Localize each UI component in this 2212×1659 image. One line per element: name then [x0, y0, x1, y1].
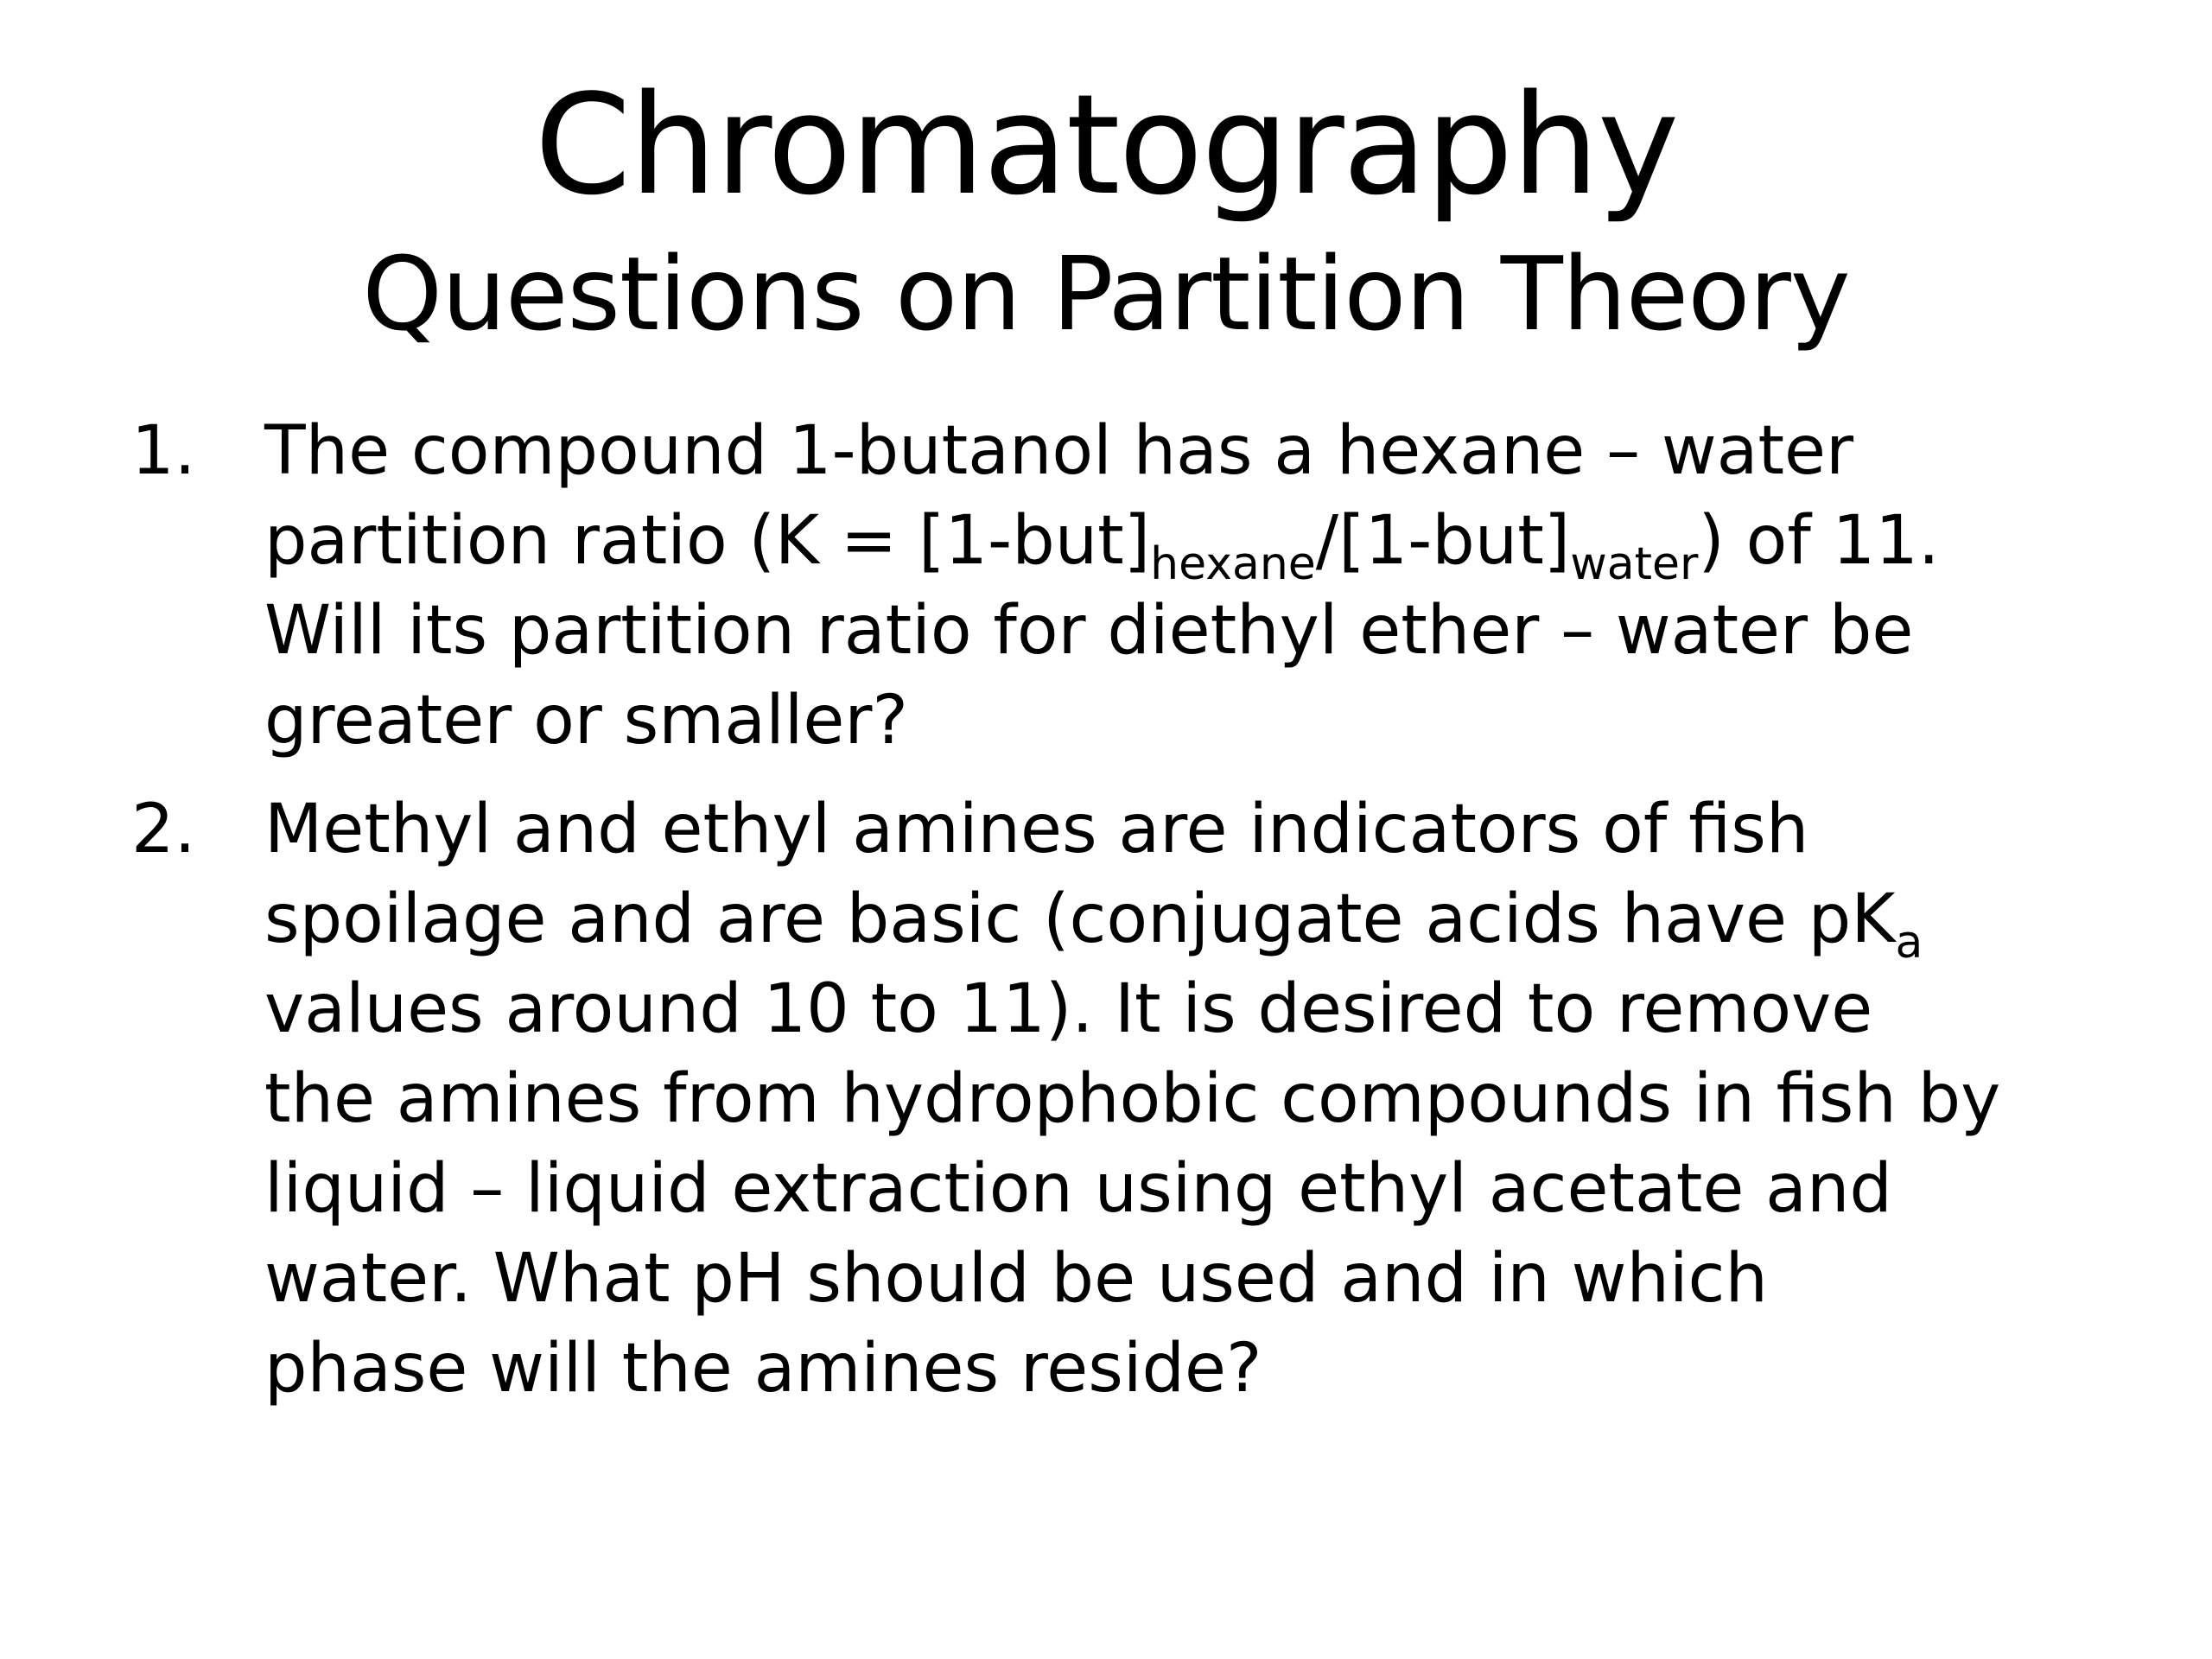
- question-text: partition ratio (K = [1-but]: [264, 502, 1151, 580]
- question-line: Will its partition ratio for diethyl ether – water be: [264, 592, 1914, 670]
- question-text: ) of 11.: [1698, 502, 1940, 580]
- question-line: The compound 1-butanol has a hexane – water: [264, 412, 1854, 490]
- question-line: values around 10 to 11). It is desired to remove: [264, 970, 1873, 1048]
- question-text: /[1-but]: [1315, 502, 1571, 580]
- subscript: hexane: [1150, 538, 1316, 590]
- subscript: water: [1570, 538, 1699, 590]
- question-line: water. What pH should be used and in which: [264, 1240, 1768, 1318]
- question-line: liquid – liquid extraction using ethyl acetate and: [264, 1150, 1892, 1228]
- question-line: phase will the amines reside?: [264, 1330, 1262, 1408]
- question-number: 1.: [131, 412, 196, 490]
- question-line: the amines from hydrophobic compounds in fish by: [264, 1060, 2001, 1138]
- question-line: [264, 496, 1940, 590]
- question-text: spoilage and are basic (conjugate acids have pK: [264, 880, 1896, 958]
- question-number: 2.: [131, 791, 196, 868]
- question-line: [264, 874, 1923, 969]
- question-line: greater or smaller?: [264, 682, 908, 760]
- question-line: Methyl and ethyl amines are indicators of fish: [264, 791, 1809, 868]
- slide-title: Chromatography: [534, 64, 1678, 226]
- subscript: a: [1895, 917, 1923, 969]
- slide-subtitle: Questions on Partition Theory: [362, 234, 1850, 353]
